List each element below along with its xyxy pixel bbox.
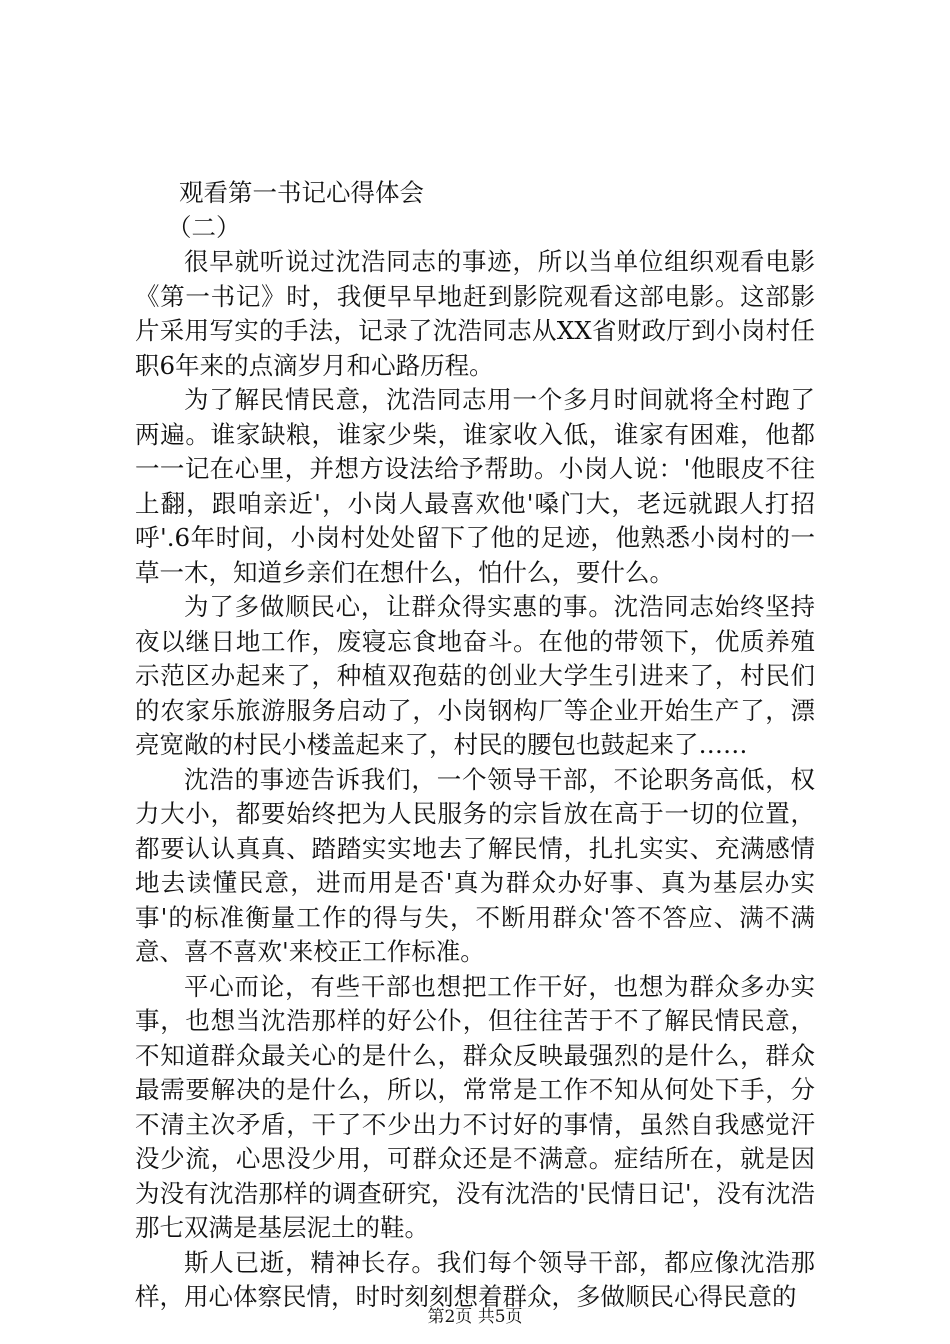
document-subtitle: （二） — [167, 212, 241, 242]
paragraph-3: 为了多做顺民心，让群众得实惠的事。沈浩同志始终坚持夜以继日地工作，废寝忘食地奋斗。在他的带领下，优质养殖示范区办起来了，种植双孢菇的创业大学生引进来了，村民们的农家乐旅游服务启动了，小岗钢构厂等企业开始生产了，漂亮宽敞的村民小楼盖起来了，村民的腰包也鼓起来了…… — [135, 592, 815, 759]
document-body — [135, 176, 815, 1315]
paragraph-4: 沈浩的事迹告诉我们，一个领导干部，不论职务高低，权力大小，都要始终把为人民服务的宗旨放在高于一切的位置，都要认认真真、踏踏实实地去了解民情，扎扎实实、充满感情地去读懂民意，进而用是否'真为群众办好事、真为基层办实事'的标准衡量工作的得与失，不断用群众'答不答应、满不满意、喜不喜欢'来校正工作标准。 — [135, 764, 815, 966]
page-number: 第2页 共5页 — [427, 1307, 523, 1327]
page-footer — [0, 1302, 950, 1327]
paragraph-2: 为了解民情民意，沈浩同志用一个多月时间就将全村跑了两遍。谁家缺粮，谁家少柴，谁家收入低，谁家有困难，他都一一记在心里，并想方设法给予帮助。小岗人说：'他眼皮不往上翻，跟咱亲近'，小岗人最喜欢他'嗓门大，老远就跟人打招呼'.6年时间，小岗村处处留下了他的足迹，他熟悉小岗村的一草一木，知道乡亲们在想什么，怕什么，要什么。 — [135, 385, 815, 587]
paragraph-5: 平心而论，有些干部也想把工作干好，也想为群众多办实事，也想当沈浩那样的好公仆，但往往苦于不了解民情民意，不知道群众最关心的是什么，群众反映最强烈的是什么，群众最需要解决的是什么，所以，常常是工作不知从何处下手，分不清主次矛盾，干了不少出力不讨好的事情，虽然自我感觉汗没少流，心思没少用，可群众还是不满意。症结所在，就是因为没有沈浩那样的调查研究，没有沈浩的'民情日记'，没有沈浩那七双满是基层泥土的鞋。 — [135, 971, 815, 1242]
paragraph-6: 斯人已逝，精神长存。我们每个领导干部，都应像沈浩那样，用心体察民情，时时刻刻想着群众，多做顺民心得民意的 — [135, 1247, 815, 1311]
document-title: 观看第一书记心得体会 — [179, 178, 424, 207]
paragraph-1: 很早就听说过沈浩同志的事迹，所以当单位组织观看电影《第一书记》时，我便早早地赶到影院观看这部电影。这部影片采用写实的手法，记录了沈浩同志从XX省财政厅到小岗村任职6年来的点滴岁月和心路历程。 — [135, 247, 815, 380]
